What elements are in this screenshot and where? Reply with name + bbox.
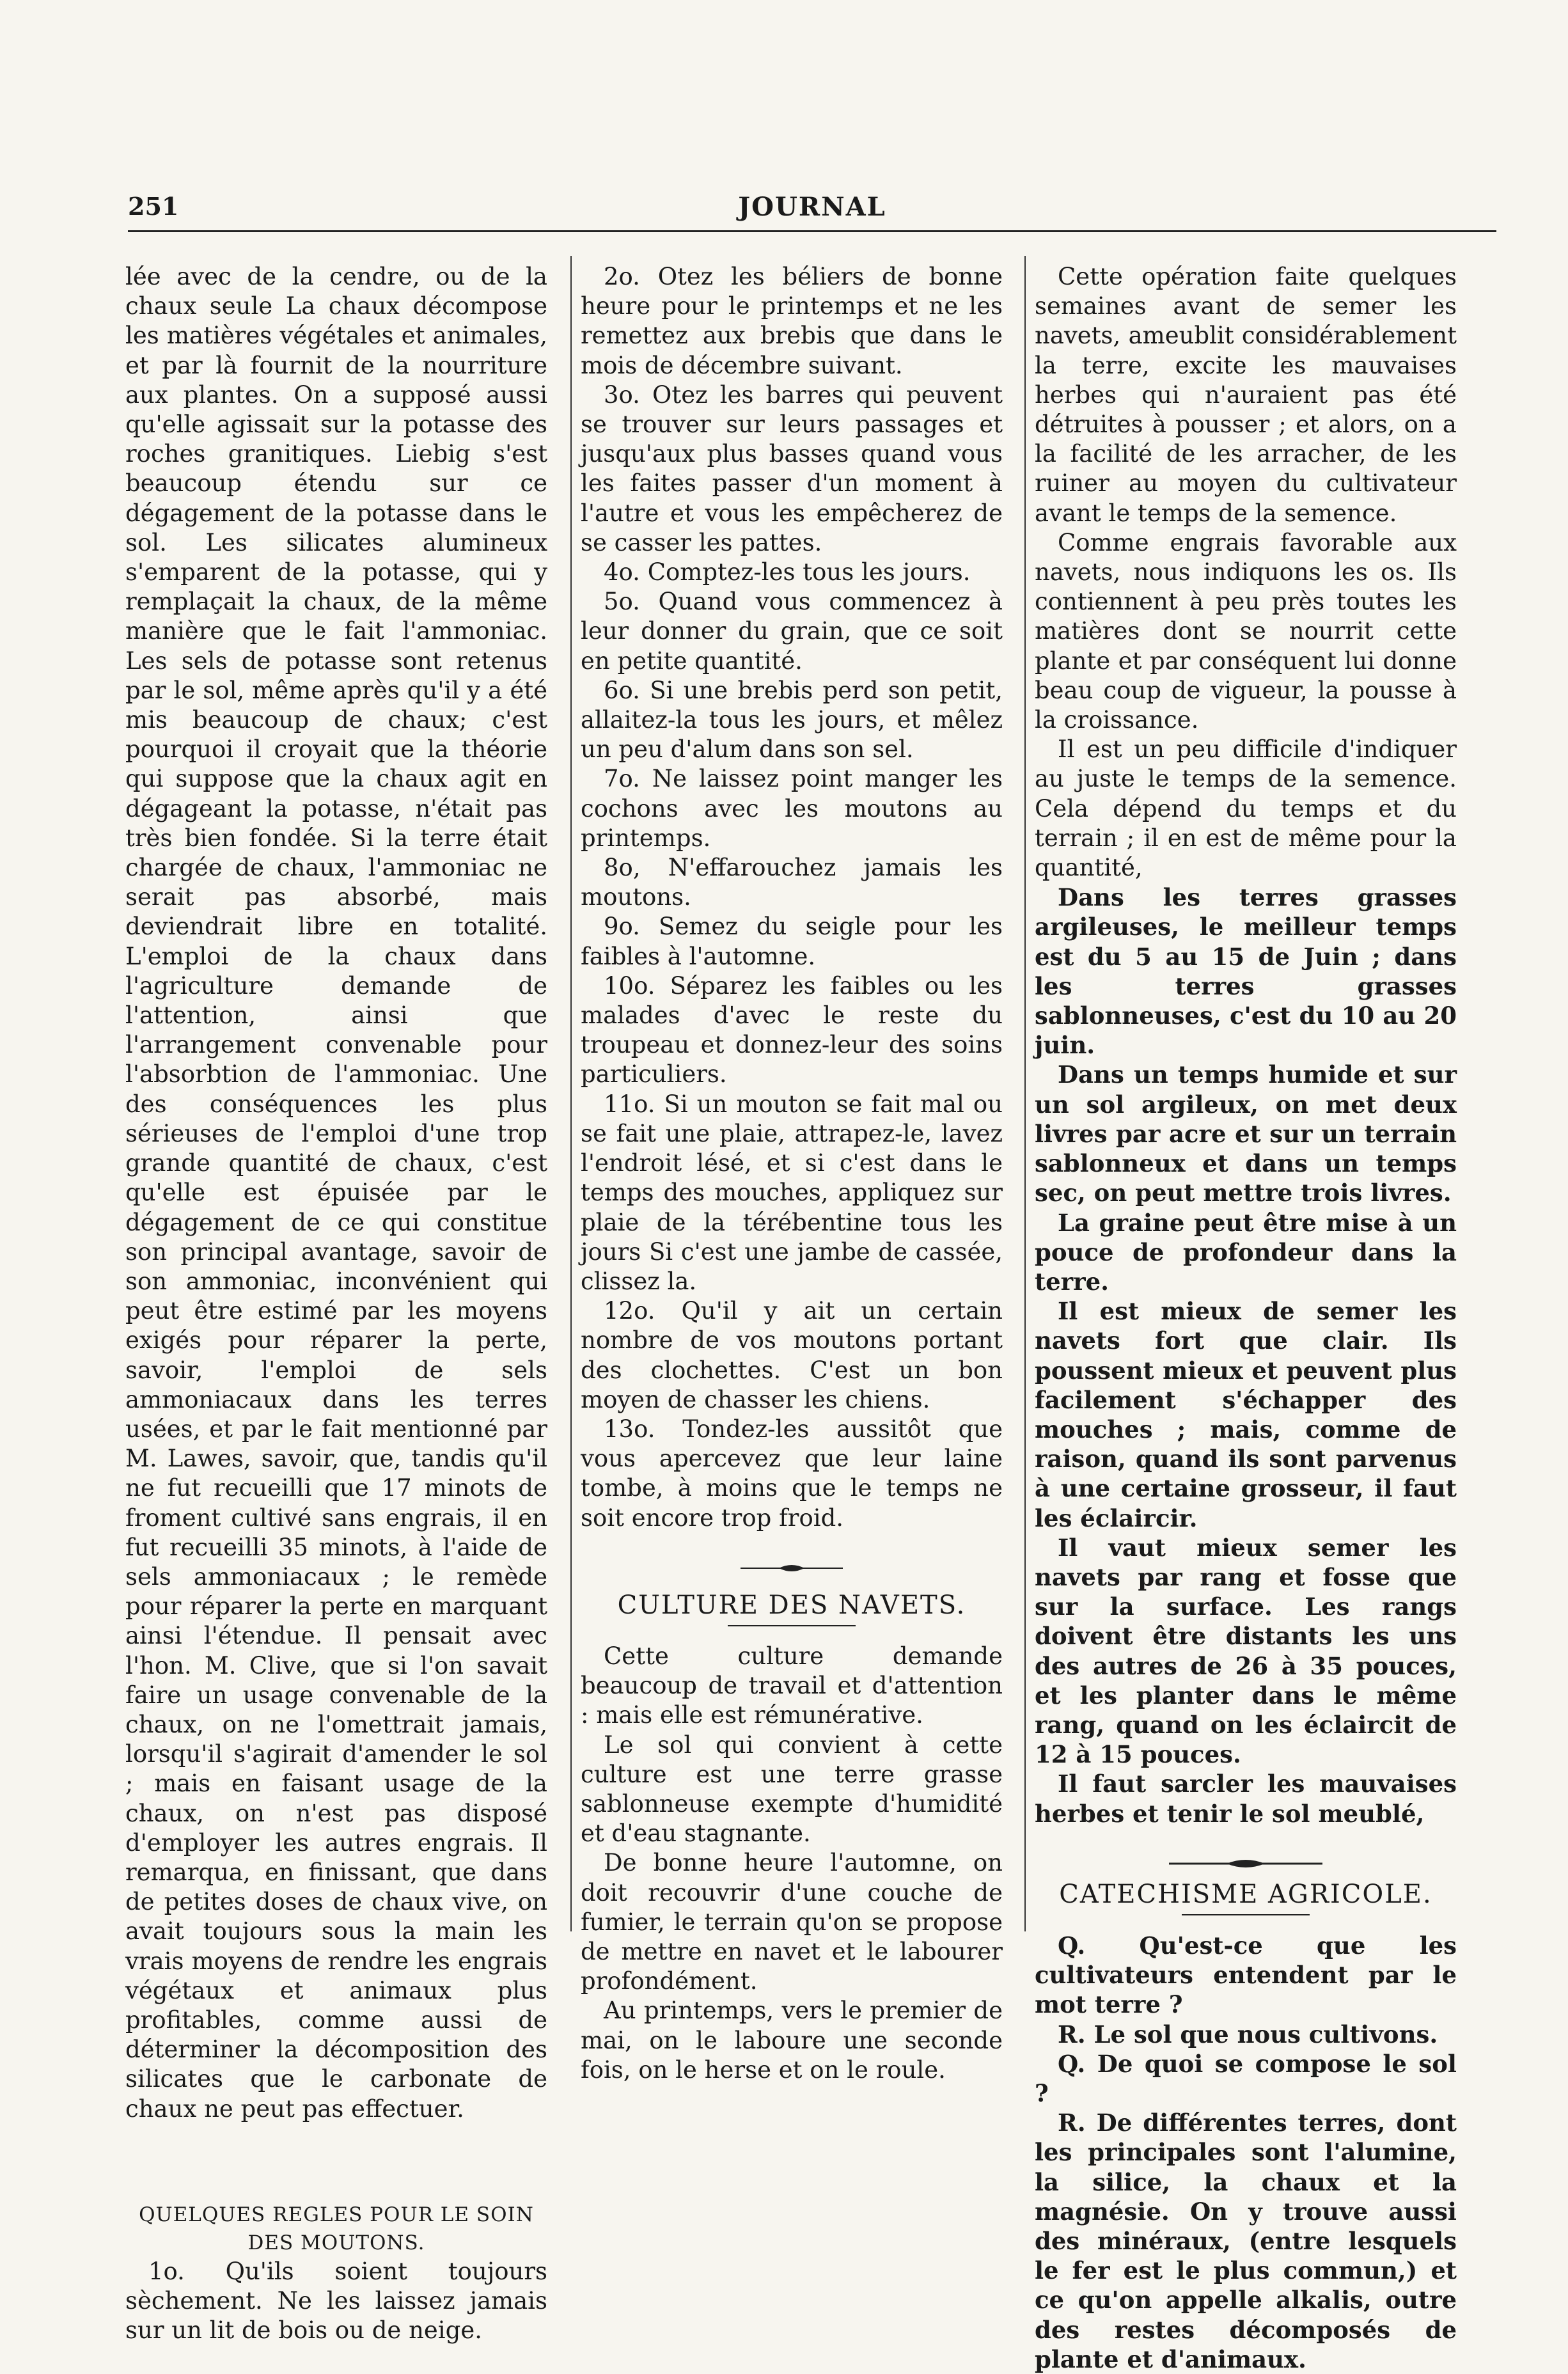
paragraph: R. Le sol que nous cultivons. bbox=[1058, 2020, 1438, 2048]
column-3 bbox=[1035, 262, 1457, 2374]
paragraph: 3o. Otez les barres qui peuvent se trouver sur leurs passages et jusqu'aux plus basses quand vous les faites passer d'un moment à l'autre et vous les empêcherez de se casser les pattes. bbox=[581, 381, 1003, 556]
paragraph: Dans un temps humide et sur un sol argileux, on met deux livres par acre et sur un terrain sablonneux et dans un temps sec, on peut mettre trois livres. bbox=[1035, 1060, 1457, 1207]
section-heading-moutons: QUELQUES REGLES POUR LE SOIN DES MOUTONS. bbox=[139, 2203, 534, 2254]
paragraph: Q. Qu'est-ce que les cultivateurs entendent par le mot terre ? bbox=[1035, 1931, 1457, 2019]
paragraph: Il est un peu difficile d'indiquer au juste le temps de la semence. Cela dépend du temps et du terrain ; il en est de même pour la quantité, bbox=[1035, 735, 1457, 882]
paragraph: 9o. Semez du seigle pour les faibles à l'automne. bbox=[581, 913, 1003, 970]
paragraph: Q. De quoi se compose le sol ? bbox=[1035, 2049, 1457, 2107]
paragraph: 4o. Comptez-les tous les jours. bbox=[604, 558, 971, 586]
paragraph: Comme engrais favorable aux navets, nous indiquons les os. Ils contiennent à peu près toutes les matières dont se nourrit cette plante et par conséquent lui donne beau coup de vigueur, la pousse à la croissance. bbox=[1035, 528, 1457, 734]
paragraph: 10o. Séparez les faibles ou les malades d'avec le reste du troupeau et donnez-leur des soins particuliers. bbox=[581, 971, 1003, 1089]
paragraph: lée avec de la cendre, ou de la chaux seule La chaux décompose les matières végétales et animales, et par là fournit de la nourriture aux plantes. On a supposé aussi qu'elle agissait sur la potasse des roches granitiques. Liebig s'est beaucoup étendu sur ce dégagement de la potasse dans le sol. Les silicates alumineux s'emparent de la potasse, qui y remplaçait la chaux, de la même manière que le fait l'ammoniac. Les sels de potasse sont retenus par le sol, même après qu'il y a été mis beaucoup de chaux; c'est pourquoi il croyait que la théorie qui suppose que la chaux agit en dégageant la potasse, n'était pas très bien fondée. Si la terre était chargée de chaux, l'ammoniac ne serait pas absorbé, mais deviendrait libre en totalité. L'emploi de la chaux dans l'agriculture demande de l'attention, ainsi que l'arrangement convenable pour l'absorbtion de l'ammoniac. Une des conséquences les plus sérieuses de l'emploi d'une trop grande quantité de chaux, c'est qu'elle est épuisée par le dégagement de ce qui constitue son principal avantage, savoir de son ammoniac, inconvénient qui peut être estimé par les moyens exigés pour réparer la perte, savoir, l'emploi de sels ammoniacaux dans les terres usées, et par le fait mentionné par M. Lawes, savoir, que, tandis qu'il ne fut recueilli que 17 minots de froment cultivé sans engrais, il en fut recueilli 35 minots, à l'aide de sels ammoniacaux ; le remède pour réparer la perte en marquant ainsi l'étendue. Il pensait avec l'hon. M. Clive, que si l'on savait faire un usage convenable de la chaux, on ne l'omettrait jamais, lorsqu'il s'agirait d'amender le sol ; mais en faisant usage de la chaux, on n'est pas disposé d'employer les autres engrais. Il remarqua, en finissant, que dans de petites doses de chaux vive, on avait toujours sous la main les vrais moyens de rendre les engrais végétaux et animaux plus profitables, comme aussi de déterminer la décomposition des silicates que le carbonate de chaux ne peut pas effectuer. bbox=[125, 263, 547, 2123]
column-rule bbox=[1024, 256, 1026, 1931]
paragraph: R. De différentes terres, dont les principales sont l'alumine, la silice, la chaux et la magnésie. On y trouve aussi des minéraux, (entre lesquels le fer est le plus commun,) et ce qu'on appelle alkalis, outre des restes décomposés de plante et d'animaux. bbox=[1035, 2109, 1457, 2373]
paragraph: 13o. Tondez-les aussitôt que vous apercevez que leur laine tombe, à moins que le temps ne soit encore trop froid. bbox=[581, 1415, 1003, 1532]
page-header bbox=[128, 192, 1496, 232]
paragraph: 2o. Otez les béliers de bonne heure pour le printemps et ne les remettez aux brebis que dans le mois de décembre suivant. bbox=[581, 263, 1003, 379]
paragraph: Il faut sarcler les mauvaises herbes et tenir le sol meublé, bbox=[1035, 1770, 1457, 1828]
paragraph: Cette opération faite quelques semaines avant de semer les navets, ameublit considérablement la terre, excite les mauvaises herbes qui n'auraient pas été détruites à pousser ; et alors, on a la facilité de les arracher, de les ruiner au moyen du cultivateur avant le temps de la semence. bbox=[1035, 263, 1457, 527]
paragraph: Dans les terres grasses argileuses, le meilleur temps est du 5 au 15 de Juin ; dans les terres grasses sablonneuses, c'est du 10 au 20 juin. bbox=[1035, 883, 1457, 1060]
paragraph: Cette culture demande beaucoup de travail et d'attention : mais elle est rémunérative. bbox=[581, 1642, 1003, 1729]
column-2 bbox=[581, 262, 1003, 2085]
paragraph: Au printemps, vers le premier de mai, on le laboure une seconde fois, on le herse et on le roule. bbox=[581, 1997, 1003, 2084]
paragraph: Le sol qui convient à cette culture est une terre grasse sablonneuse exempte d'humidité et d'eau stagnante. bbox=[581, 1731, 1003, 1848]
paragraph: 12o. Qu'il y ait un certain nombre de vos moutons portant des clochettes. C'est un bon moyen de chasser les chiens. bbox=[581, 1297, 1003, 1413]
paragraph: Il est mieux de semer les navets fort que clair. Ils poussent mieux et peuvent plus facilement s'échapper des mouches ; mais, comme de raison, quand ils sont parvenus à une certaine grosseur, il faut les éclaircir. bbox=[1035, 1297, 1457, 1532]
ornament-rule-icon bbox=[741, 1559, 843, 1578]
paragraph: 7o. Ne laissez point manger les cochons avec les moutons au printemps. bbox=[581, 765, 1003, 852]
paragraph: De bonne heure l'automne, on doit recouvrir d'une couche de fumier, le terrain qu'on se propose de mettre en navet et le labourer profondément. bbox=[581, 1849, 1003, 1995]
heading-underline bbox=[1182, 1914, 1310, 1915]
paragraph: 1o. Qu'ils soient toujours sèchement. Ne les laissez jamais sur un lit de bois ou de neige. bbox=[125, 2257, 547, 2345]
paragraph: 5o. Quand vous commencez à leur donner du grain, que ce soit en petite quantité. bbox=[581, 588, 1003, 675]
paragraph: 8o, N'effarouchez jamais les moutons. bbox=[581, 854, 1003, 911]
section-heading-catechisme: CATECHISME AGRICOLE. bbox=[1059, 1879, 1432, 1909]
paragraph: 6o. Si une brebis perd son petit, allaitez-la tous les jours, et mêlez un peu d'alum dans son sel. bbox=[581, 676, 1003, 764]
paragraph: Il vaut mieux semer les navets par rang et fosse que sur la surface. Les rangs doivent être distants les uns des autres de 26 à 35 pouces, et les planter dans le même rang, quand on les éclaircit de 12 à 15 pouces. bbox=[1035, 1533, 1457, 1769]
paragraph: La graine peut être mise à un pouce de profondeur dans la terre. bbox=[1035, 1208, 1457, 1296]
column-1 bbox=[125, 262, 547, 2345]
paragraph: 11o. Si un mouton se fait mal ou se fait une plaie, attrapez-le, lavez l'endroit lésé, et si c'est dans le temps des mouches, appliquez sur plaie de la térébentine tous les jours Si c'est une jambe de cassée, clissez la. bbox=[581, 1090, 1003, 1295]
column-rule bbox=[570, 256, 572, 1931]
heading-underline bbox=[728, 1625, 856, 1626]
ornament-rule-icon bbox=[1169, 1854, 1322, 1873]
running-title: JOURNAL bbox=[738, 192, 886, 222]
page-number: 251 bbox=[128, 192, 179, 221]
section-heading-navets: CULTURE DES NAVETS. bbox=[617, 1590, 966, 1620]
